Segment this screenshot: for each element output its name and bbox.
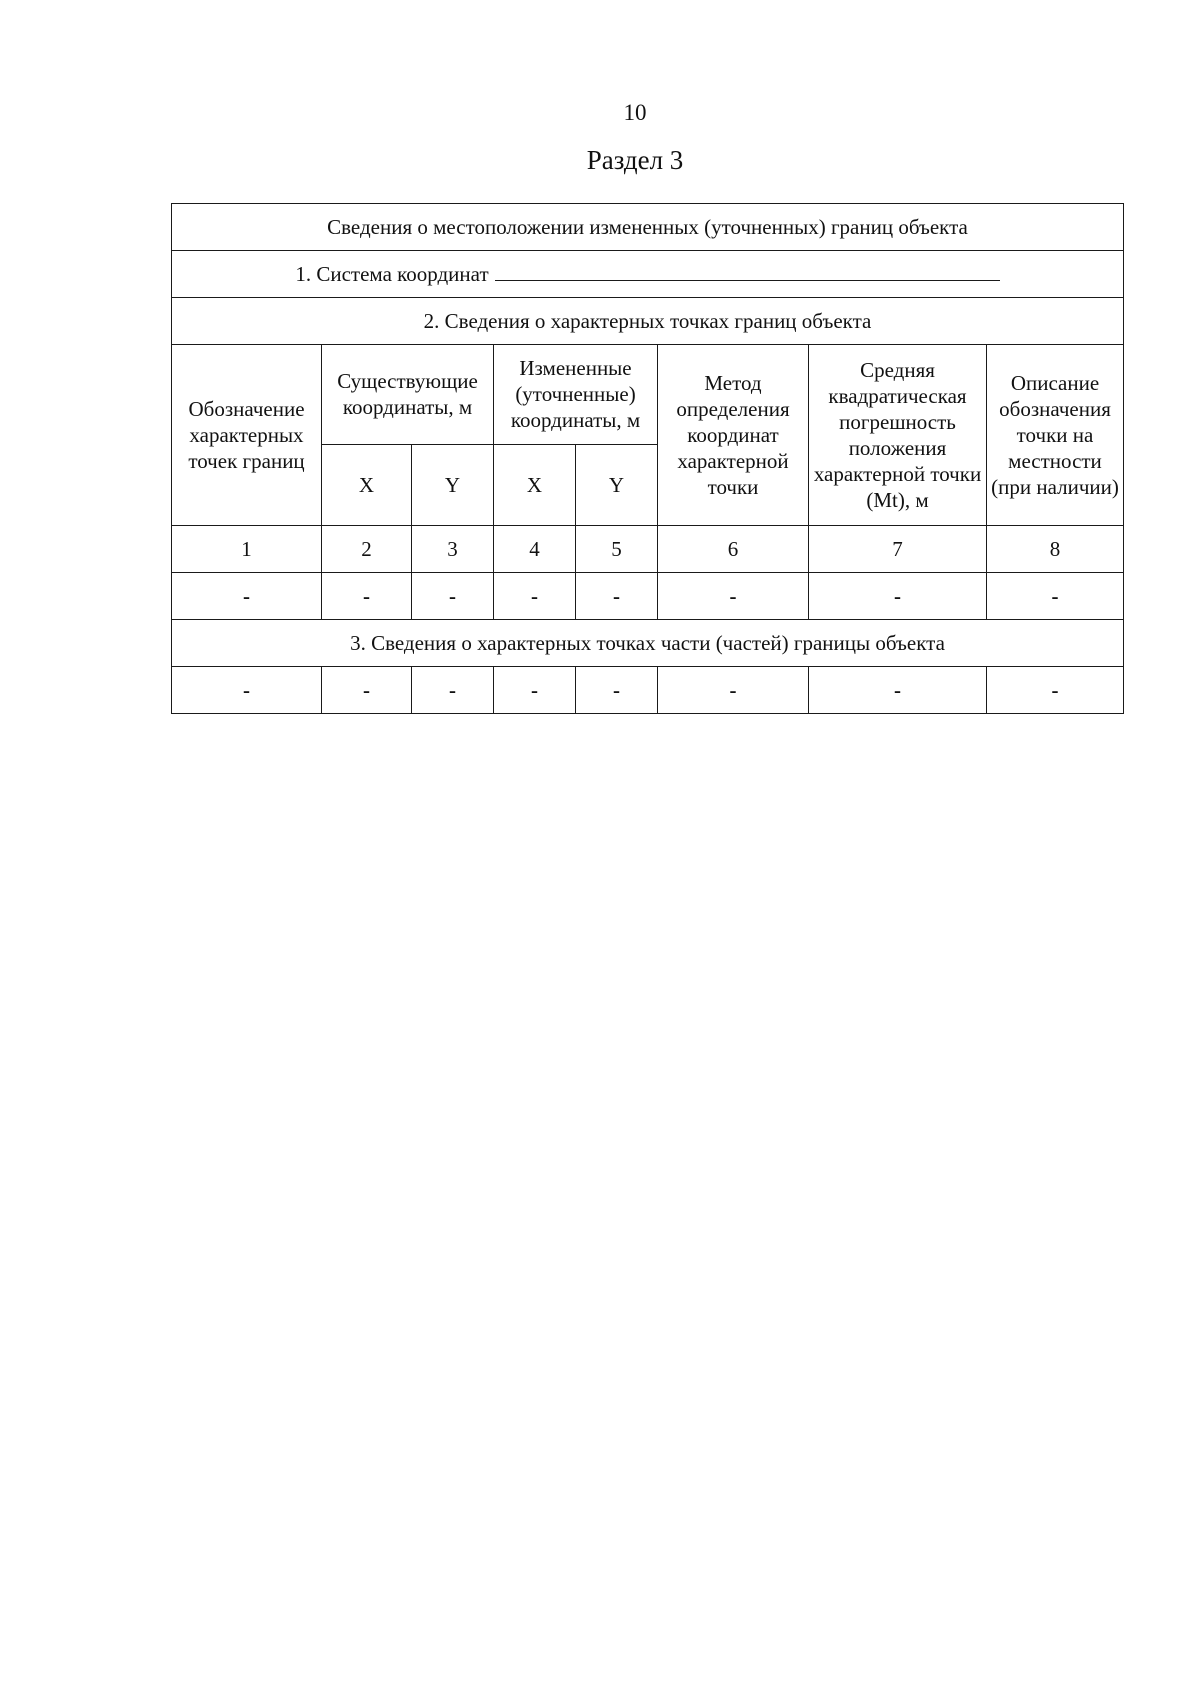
col-header-error: Средняя квадратическая погрешность положения характерной точки (Mt), м: [809, 345, 987, 526]
column-number: 4: [494, 526, 576, 573]
coord-system-row: [172, 251, 1124, 298]
section-title: Раздел 3: [586, 145, 684, 175]
table-cell: -: [987, 573, 1124, 620]
col-header-existing-coords: Существующие координаты, м: [322, 345, 494, 445]
table-cell: -: [494, 573, 576, 620]
table-cell: -: [576, 573, 658, 620]
parts-data-row: [172, 667, 1124, 714]
column-number: 3: [412, 526, 494, 573]
column-number: 6: [658, 526, 809, 573]
table-cell: -: [494, 667, 576, 714]
column-numbers-row: [172, 526, 1124, 573]
page-number: 10: [623, 100, 647, 125]
column-number: 8: [987, 526, 1124, 573]
column-number: 2: [322, 526, 412, 573]
col-header-method: Метод определения координат характерной точки: [658, 345, 809, 526]
coord-system-label: 1. Система координат: [295, 262, 489, 286]
col-header-designation: Обозначение характерных точек границ: [172, 345, 322, 526]
parts-section-title: 3. Сведения о характерных точках части (частей) границы объекта: [172, 620, 1124, 667]
table-cell: -: [809, 667, 987, 714]
col-header-x-changed: X: [494, 444, 576, 525]
table-cell: -: [658, 573, 809, 620]
table-cell: -: [576, 667, 658, 714]
table-cell: -: [809, 573, 987, 620]
table-heading: Сведения о местоположении измененных (уточненных) границ объекта: [172, 204, 1124, 251]
points-data-row: [172, 573, 1124, 620]
column-number: 1: [172, 526, 322, 573]
column-number: 5: [576, 526, 658, 573]
col-header-y-existing: Y: [412, 444, 494, 525]
table-cell: -: [412, 573, 494, 620]
table-cell: -: [322, 573, 412, 620]
boundary-table: [171, 203, 1124, 714]
table-cell: -: [322, 667, 412, 714]
table-cell: -: [987, 667, 1124, 714]
col-header-x-existing: X: [322, 444, 412, 525]
table-cell: -: [412, 667, 494, 714]
col-header-description: Описание обозначения точки на местности (при наличии): [987, 345, 1124, 526]
col-header-changed-coords: Измененные (уточненные) координаты, м: [494, 345, 658, 445]
column-number: 7: [809, 526, 987, 573]
table-cell: -: [172, 667, 322, 714]
table-cell: -: [172, 573, 322, 620]
points-section-title: 2. Сведения о характерных точках границ объекта: [172, 298, 1124, 345]
col-header-y-changed: Y: [576, 444, 658, 525]
coord-system-blank-line: [495, 262, 1000, 281]
table-cell: -: [658, 667, 809, 714]
